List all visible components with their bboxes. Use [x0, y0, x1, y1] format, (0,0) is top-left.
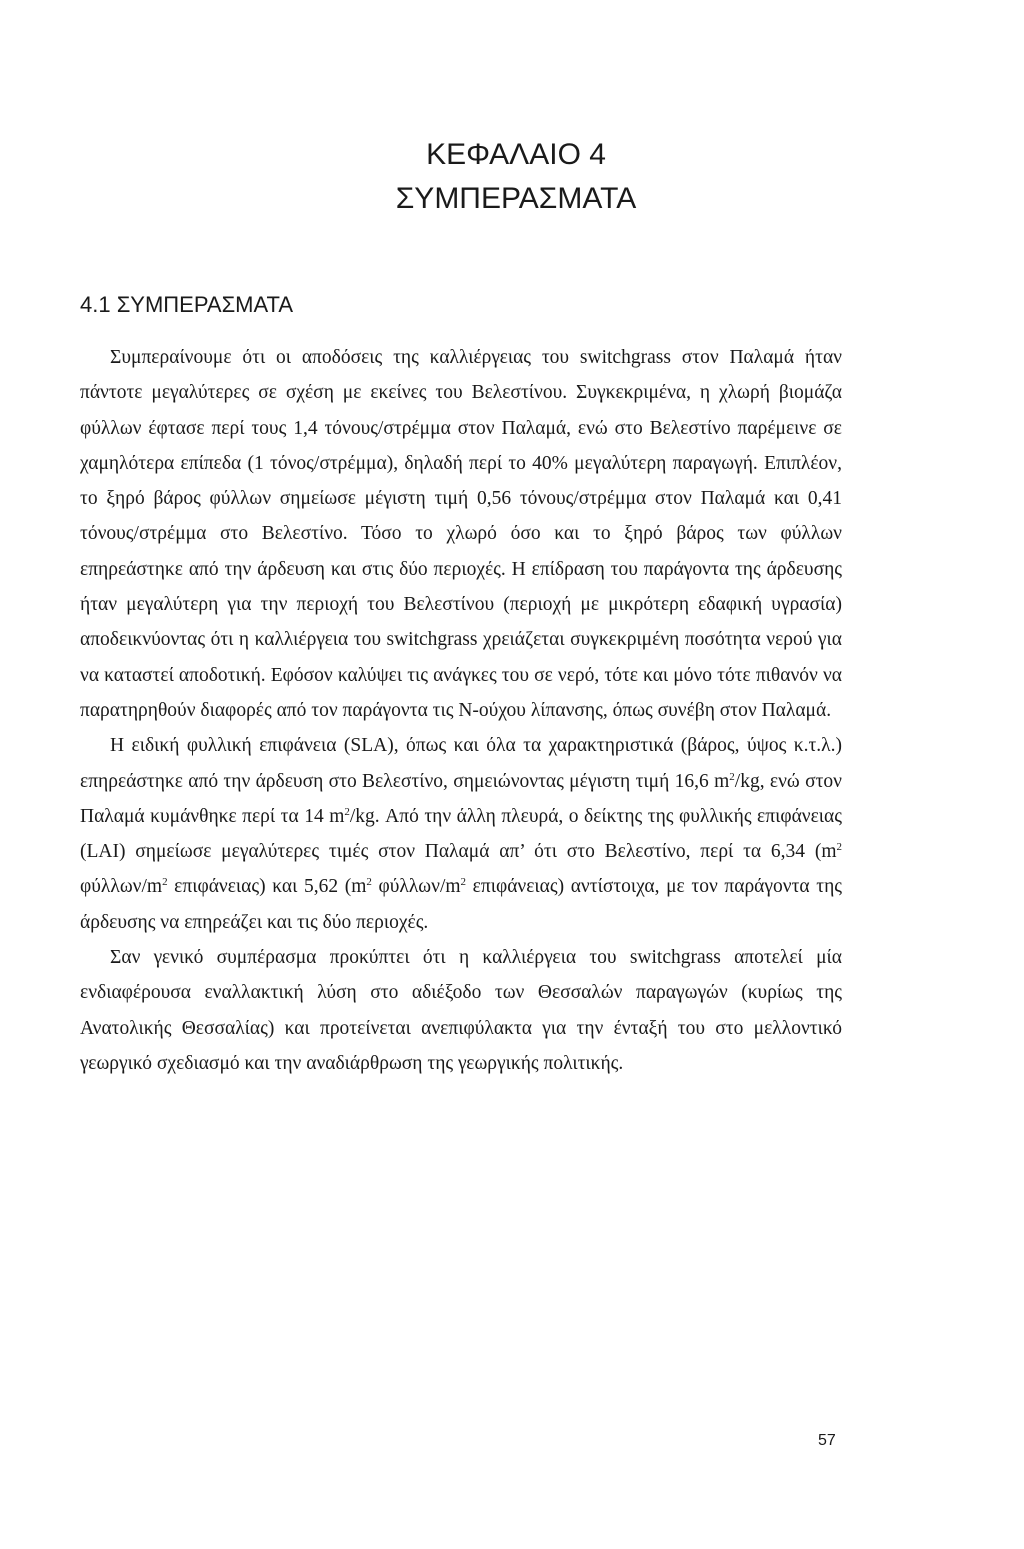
paragraph-2-part-g: επιφάνειας) αντίστοιχα, με τον παράγοντα της άρδευσης να επηρεάζει και τις δύο περιοχές.	[80, 876, 842, 933]
paragraph-1-part-d: Εφόσον καλύψει τις ανάγκες του σε νερό, τότε και μόνο τότε πιθανόν να παρατηρηθούν διαφορές από τον παράγοντα τις Ν-ούχου λίπανσης, όπως συνέβη στον Παλαμά.	[80, 664, 842, 721]
superscript: 2	[460, 876, 467, 889]
paragraph-2-part-a: Η ειδική φυλλική επιφάνεια (SLA), όπως και όλα τα χαρακτηριστικά (βάρος, ύψος κ.τ.λ.) επηρεάστηκε από την άρδευση στο Βελεστίνο, σημειώνοντας μέγιστη τιμή 16,6 m	[80, 735, 842, 792]
paragraph-3: Σαν γενικό συμπέρασμα προκύπτει ότι η καλλιέργεια του switchgrass αποτελεί μία ενδιαφέρουσα εναλλακτική λύση στο αδιέξοδο των Θεσσαλών παραγωγών (κυρίως της Ανατολικής Θεσσαλίας) και προτείνεται ανεπιφύλακτα για την ένταξή του στο μελλοντικό γεωργικό σχεδιασμό και την αναδιάρθρωση της γεωργικής πολιτικής.	[80, 947, 842, 1074]
superscript: 2	[836, 841, 842, 854]
chapter-number: ΚΕΦΑΛΑΙΟ 4	[426, 138, 606, 171]
paragraph-1-part-b: Επιπλέον, το ξηρό βάρος φύλλων σημείωσε μέγιστη τιμή 0,56 τόνους/στρέμμα στον Παλαμά και 0,41 τόνους/στρέμμα στο Βελεστίνο. Τόσο το χλωρό όσο και το ξηρό βάρος των φύλλων επηρεάστηκε από την άρδευση και στις δύο περιοχές.	[80, 452, 842, 580]
paragraph-2-part-b: /kg, ενώ στον Παλαμά κυμάνθηκε περί τα 14 m	[80, 770, 842, 827]
superscript: 2	[344, 805, 350, 818]
paragraph-1-part-a: Συμπεραίνουμε ότι οι αποδόσεις της καλλιέργειας του switchgrass στον Παλαμά ήταν πάντοτε μεγαλύτερες σε σχέση με εκείνες του Βελεστίνου. Συγκεκριμένα, η χλωρή βιομάζα φύλλων έφτασε περί τους 1,4 τόνους/στρέμμα στον Παλαμά, ενώ στο Βελεστίνο παρέμεινε σε χαμηλότερα επίπεδα (1 τόνος/στρέμμα), δηλαδή περί το 40% μεγαλύτερη παραγωγή.	[80, 347, 842, 474]
superscript: 2	[366, 876, 372, 889]
superscript: 2	[162, 876, 168, 889]
paragraph-1	[80, 340, 842, 728]
paragraph-1-part-c: Η επίδραση του παράγοντα της άρδευσης ήταν μεγαλύτερη για την περιοχή του Βελεστίνου (περιοχή με μικρότερη εδαφική υγρασία) αποδεικνύοντας ότι η καλλιέργεια του switchgrass χρειάζεται συγκεκριμένη ποσότητα νερού για να καταστεί αποδοτική.	[80, 558, 842, 686]
body-text	[80, 340, 842, 1081]
paragraph-2-part-f: φύλλων/m	[371, 876, 461, 898]
chapter-name: ΣΥΜΠΕΡΑΣΜΑΤΑ	[395, 182, 637, 215]
paragraph-2-part-e: επιφάνειας) και 5,62 (m	[167, 876, 367, 898]
paragraph-2-part-d: φύλλων/m	[80, 876, 163, 898]
paragraph-2	[80, 728, 842, 940]
paragraph-2-part-c: /kg. Από την άλλη πλευρά, ο δείκτης της φυλλικής επιφάνειας (LAI) σημείωσε μεγαλύτερες τιμές στον Παλαμά απ’ ότι στο Βελεστίνο, περί τα 6,34 (m	[80, 805, 842, 863]
chapter-title	[0, 133, 1024, 221]
page-number: 57	[818, 1432, 836, 1449]
section-heading: 4.1 ΣΥΜΠΕΡΑΣΜΑΤΑ	[80, 292, 294, 317]
superscript: 2	[729, 770, 735, 783]
